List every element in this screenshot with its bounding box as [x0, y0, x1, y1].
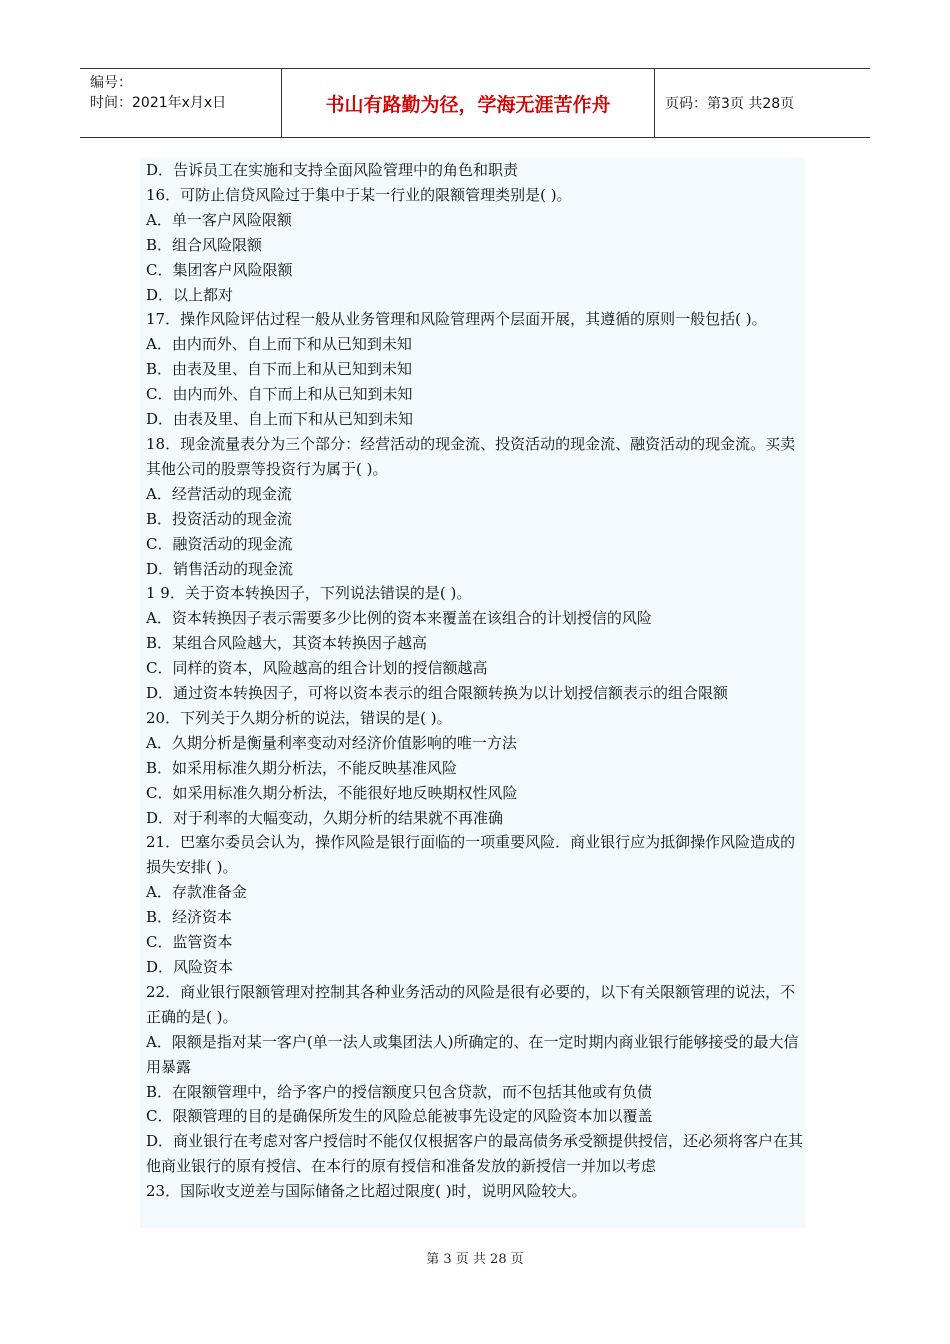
text-line: B．由表及里、自下而上和从已知到未知 [146, 360, 413, 379]
text-line: A．经营活动的现金流 [146, 484, 292, 503]
text-line: B．如采用标准久期分析法，不能反映基准风险 [146, 758, 458, 777]
date-line: 时间：2021年x月x日 [90, 95, 227, 111]
text-line: D．通过资本转换因子，可将以资本表示的组合限额转换为以计划授信额表示的组合限额 [146, 684, 729, 703]
text-line: C．融资活动的现金流 [146, 534, 293, 553]
text-line: C．监管资本 [146, 933, 233, 952]
page-header [80, 68, 870, 138]
text-line: C．集团客户风险限额 [146, 260, 293, 279]
question-block [140, 158, 806, 1228]
text-line: D．商业银行在考虑对客户授信时不能仅仅根据客户的最高债务承受额提供授信，还必须将客户在其他商业银行的原有授信、在本行的原有授信和准备发放的新授信一并加以考虑 [146, 1132, 804, 1176]
text-line: C．同样的资本，风险越高的组合计划的授信额越高 [146, 659, 488, 678]
text-line: D．风险资本 [146, 958, 234, 976]
text-line: B．组合风险限额 [146, 235, 263, 254]
text-line: B．在限额管理中，给予客户的授信额度只包含贷款，而不包括其他或有负债 [146, 1082, 653, 1101]
number-label: 编号： [90, 75, 132, 91]
text-line: 23．国际收支逆差与国际储备之比超过限度( )时，说明风险较大。 [146, 1182, 587, 1201]
text-line: B．投资活动的现金流 [146, 509, 293, 528]
text-line: 17．操作风险评估过程一般从业务管理和风险管理两个层面开展，其遵循的原则一般包括( )。 [146, 310, 767, 329]
text-line: A．资本转换因子表示需要多少比例的资本来覆盖在该组合的计划授信的风险 [146, 609, 652, 628]
page-footer: 第 3 页 共 28 页 [426, 1252, 524, 1267]
header-meta [80, 69, 282, 137]
text-line: D．以上都对 [146, 285, 234, 304]
text-line: B．经济资本 [146, 908, 233, 927]
text-line: C．限额管理的目的是确保所发生的风险总能被事先设定的风险资本加以覆盖 [146, 1107, 653, 1126]
text-line: A．由内而外、自上而下和从已知到未知 [146, 335, 412, 354]
text-line: 21．巴塞尔委员会认为，操作风险是银行面临的一项重要风险．商业银行应为抵御操作风险造成的损失安排( )。 [146, 833, 796, 877]
header-page-info: 页码：第3页 共28页 [665, 96, 795, 112]
header-motto: 书山有路勤为径，学海无涯苦作舟 [282, 69, 655, 137]
text-line: 16．可防止信贷风险过于集中于某一行业的限额管理类别是( )。 [146, 185, 572, 204]
text-line: B．某组合风险越大，其资本转换因子越高 [146, 634, 428, 653]
text-line: D．告诉员工在实施和支持全面风险管理中的角色和职责 [146, 161, 519, 179]
text-line: D．销售活动的现金流 [146, 559, 294, 578]
text-line: A．单一客户风险限额 [146, 210, 292, 229]
text-line: D．对于利率的大幅变动，久期分析的结果就不再准确 [146, 808, 504, 827]
text-line: C．由内而外、自下而上和从已知到未知 [146, 385, 413, 404]
text-line: 18．现金流量表分为三个部分：经营活动的现金流、投资活动的现金流、融资活动的现金流。买卖其他公司的股票等投资行为属于( )。 [146, 434, 796, 478]
text-line: 22．商业银行限额管理对控制其各种业务活动的风险是很有必要的，以下有关限额管理的说法，不正确的是( )。 [146, 982, 796, 1026]
text-line: 20．下列关于久期分析的说法，错误的是( )。 [146, 708, 452, 727]
text-line: A．久期分析是衡量利率变动对经济价值影响的唯一方法 [146, 733, 517, 752]
text-line: A．存款准备金 [146, 883, 247, 902]
text-line: D．由表及里、自上而下和从已知到未知 [146, 410, 414, 429]
text-line: A．限额是指对某一客户(单一法人或集团法人)所确定的、在一定时期内商业银行能够接受的最大信用暴露 [146, 1032, 799, 1076]
text-line: C．如采用标准久期分析法，不能很好地反映期权性风险 [146, 783, 518, 802]
question-list [140, 158, 806, 1204]
text-line: 1 9．关于资本转换因子，下列说法错误的是( )。 [146, 584, 472, 603]
